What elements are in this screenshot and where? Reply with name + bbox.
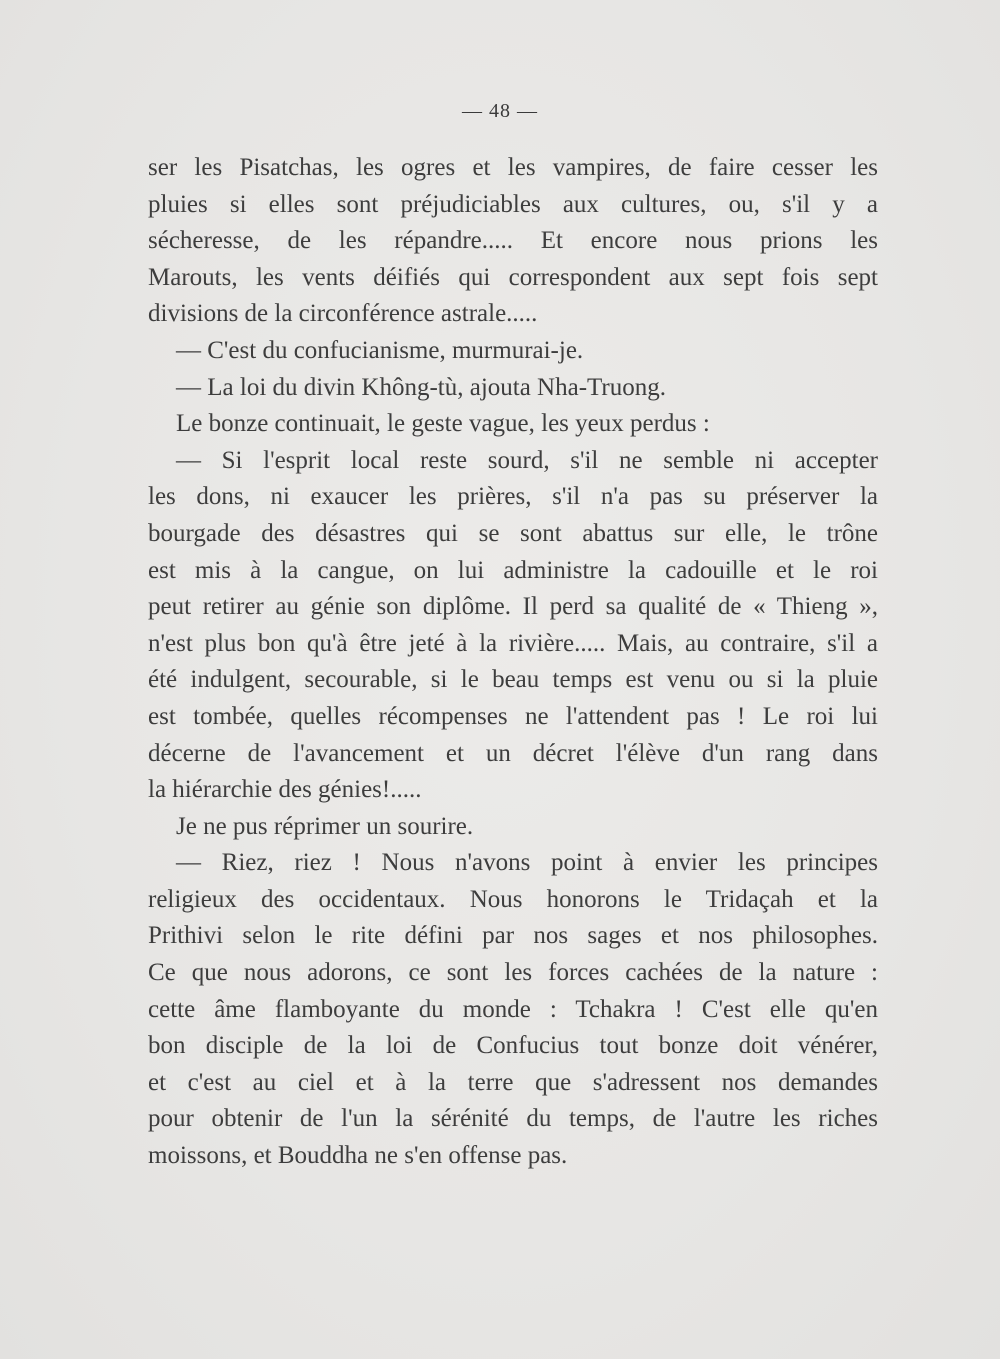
text-line-14: n'est plus bon qu'à être jeté à la rivière..... Mais, au contraire, s'il a: [148, 629, 878, 657]
text-line-18: la hiérarchie des génies!.....: [148, 776, 422, 804]
text-line-6: — C'est du confucianisme, murmurai-je.: [176, 336, 584, 364]
text-line-8: Le bonze continuait, le geste vague, les yeux perdus :: [176, 410, 710, 438]
text-line-11: bourgade des désastres qui se sont abattus sur elle, le trône: [148, 519, 878, 547]
text-line-17: décerne de l'avancement et un décret l'élève d'un rang dans: [148, 739, 878, 767]
text-line-9: — Si l'esprit local reste sourd, s'il ne semble ni accepter: [176, 446, 878, 474]
text-line-5: divisions de la circonférence astrale.....: [148, 300, 538, 328]
text-line-2: pluies si elles sont préjudiciables aux cultures, ou, s'il y a: [148, 190, 878, 218]
text-line-7: — La loi du divin Không-tù, ajouta Nha-Truong.: [176, 373, 667, 401]
text-line-23: Ce que nous adorons, ce sont les forces cachées de la nature :: [148, 959, 878, 987]
text-line-19: Je ne pus réprimer un sourire.: [176, 812, 474, 840]
text-line-3: sécheresse, de les répandre..... Et encore nous prions les: [148, 227, 878, 255]
page-number: — 48 —: [462, 100, 538, 122]
text-line-20: — Riez, riez ! Nous n'avons point à envier les principes: [176, 849, 878, 877]
text-line-10: les dons, ni exaucer les prières, s'il n'a pas su préserver la: [148, 483, 878, 511]
text-line-4: Marouts, les vents déifiés qui correspondent aux sept fois sept: [148, 263, 878, 291]
text-line-16: est tombée, quelles récompenses ne l'attendent pas ! Le roi lui: [148, 702, 878, 730]
text-line-21: religieux des occidentaux. Nous honorons le Tridaçah et la: [148, 885, 878, 913]
text-line-15: été indulgent, secourable, si le beau temps est venu ou si la pluie: [148, 666, 878, 694]
text-line-26: et c'est au ciel et à la terre que s'adressent nos demandes: [148, 1068, 878, 1096]
text-line-27: pour obtenir de l'un la sérénité du temps, de l'autre les riches: [148, 1105, 878, 1133]
text-line-1: ser les Pisatchas, les ogres et les vampires, de faire cesser les: [148, 154, 878, 181]
text-line-22: Prithivi selon le rite défini par nos sages et nos philosophes.: [148, 922, 878, 950]
text-line-13: peut retirer au génie son diplôme. Il perd sa qualité de « Thieng »,: [148, 593, 878, 621]
text-line-28: moissons, et Bouddha ne s'en offense pas.: [148, 1142, 568, 1170]
text-line-12: est mis à la cangue, on lui administre la cadouille et le roi: [148, 556, 878, 584]
body-text: [148, 150, 878, 1175]
text-line-25: bon disciple de la loi de Confucius tout bonze doit vénérer,: [148, 1032, 878, 1060]
text-line-24: cette âme flamboyante du monde : Tchakra ! C'est elle qu'en: [148, 995, 878, 1023]
